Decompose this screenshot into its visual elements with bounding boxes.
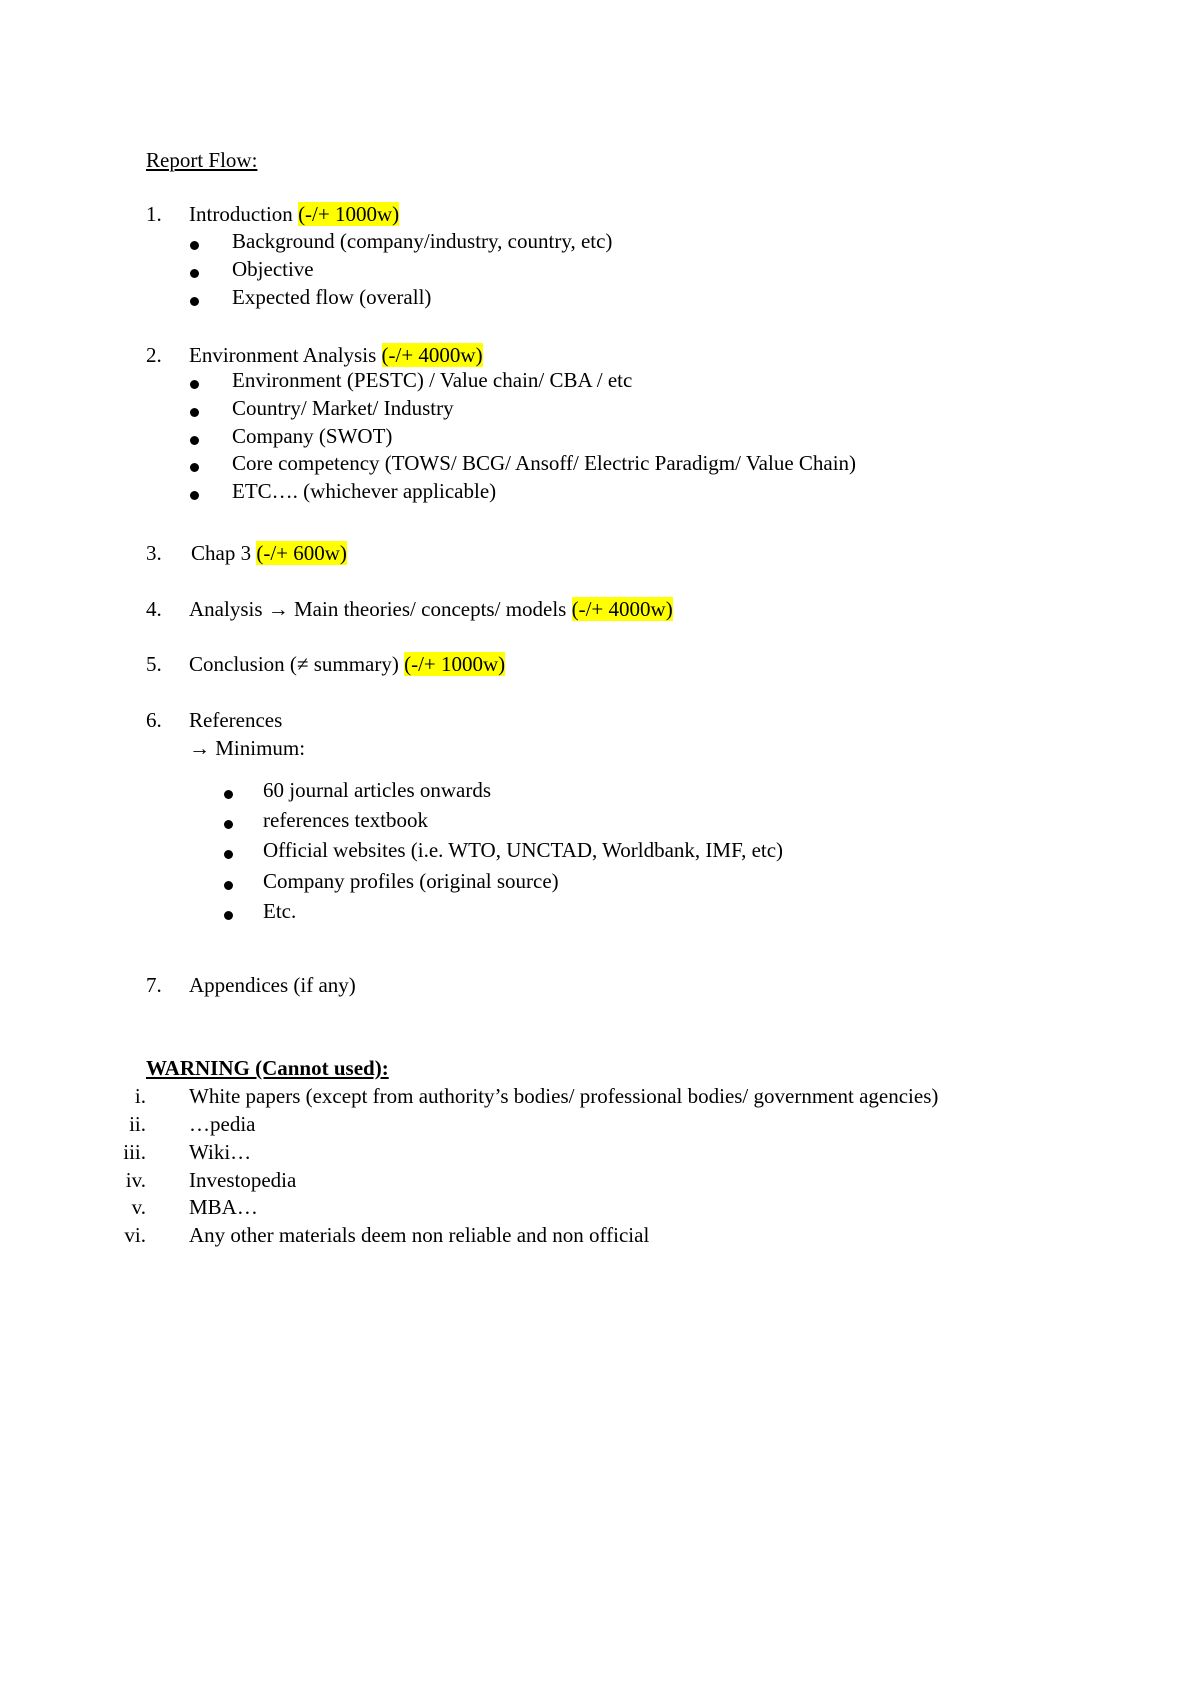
- section-5-number: 5.: [146, 652, 162, 676]
- warning-item-2: …pedia: [189, 1112, 256, 1136]
- section-5-wordcount: (-/+ 1000w): [404, 652, 506, 676]
- warning-item-3-number: iii.: [123, 1140, 146, 1164]
- section-6-bullet-3: Official websites (i.e. WTO, UNCTAD, Worldbank, IMF, etc): [263, 838, 784, 862]
- section-7-number: 7.: [146, 973, 162, 997]
- bullet-dot: [190, 436, 199, 445]
- section-2-bullet-4: Core competency (TOWS/ BCG/ Ansoff/ Electric Paradigm/ Value Chain): [232, 451, 857, 475]
- section-1-bullet-2: Objective: [232, 257, 314, 281]
- section-6-bullet-5: Etc.: [263, 899, 297, 923]
- bullet-dot: [224, 820, 233, 829]
- warning-item-4-number: iv.: [125, 1168, 146, 1192]
- warning-item-6-number: vi.: [124, 1223, 146, 1247]
- section-3-number: 3.: [146, 541, 162, 565]
- section-1-number: 1.: [146, 202, 162, 226]
- bullet-dot: [224, 850, 233, 859]
- warning-item-1-number: i.: [134, 1084, 146, 1108]
- bullet-dot: [224, 790, 233, 799]
- section-2-wordcount: (-/+ 4000w): [381, 343, 483, 367]
- bullet-dot: [190, 491, 199, 500]
- warning-item-2-number: ii.: [129, 1112, 146, 1136]
- warning-item-3: Wiki…: [189, 1140, 252, 1164]
- section-2-number: 2.: [146, 343, 162, 367]
- section-7-heading: Appendices (if any): [189, 973, 356, 997]
- section-1-bullet-3: Expected flow (overall): [232, 285, 432, 309]
- section-6-bullet-1: 60 journal articles onwards: [263, 778, 492, 802]
- bullet-dot: [224, 881, 233, 890]
- section-3-text: Chap 3: [191, 541, 252, 565]
- section-6-subline: → Minimum:: [189, 736, 306, 760]
- section-5-heading: [189, 651, 505, 677]
- section-2-heading: [189, 342, 483, 368]
- section-6-heading: References: [189, 708, 283, 732]
- warning-item-6: Any other materials deem non reliable and non official: [189, 1223, 650, 1247]
- bullet-dot: [190, 380, 199, 389]
- warning-item-1: White papers (except from authority’s bodies/ professional bodies/ government agencies): [189, 1084, 939, 1108]
- bullet-dot: [190, 463, 199, 472]
- section-4-heading: [189, 596, 673, 622]
- section-6-number: 6.: [146, 708, 162, 732]
- section-5-text: Conclusion (≠ summary): [189, 652, 399, 676]
- section-1-wordcount: (-/+ 1000w): [298, 202, 400, 226]
- section-2-bullet-3: Company (SWOT): [232, 424, 393, 448]
- section-2-bullet-1: Environment (PESTC) / Value chain/ CBA / etc: [232, 368, 633, 392]
- bullet-dot: [190, 241, 199, 250]
- section-3-heading: [191, 540, 347, 566]
- bullet-dot: [190, 297, 199, 306]
- warning-item-4: Investopedia: [189, 1168, 297, 1192]
- section-2-bullet-2: Country/ Market/ Industry: [232, 396, 454, 420]
- section-4-text: Analysis → Main theories/ concepts/ models: [189, 597, 567, 621]
- section-3-wordcount: (-/+ 600w): [256, 541, 347, 565]
- section-6-bullet-2: references textbook: [263, 808, 428, 832]
- bullet-dot: [190, 408, 199, 417]
- bullet-dot: [190, 269, 199, 278]
- warning-heading: WARNING (Cannot used):: [146, 1056, 389, 1080]
- section-2-text: Environment Analysis: [189, 343, 377, 367]
- section-4-wordcount: (-/+ 4000w): [571, 597, 673, 621]
- section-4-number: 4.: [146, 597, 162, 621]
- warning-item-5-number: v.: [131, 1195, 146, 1219]
- bullet-dot: [224, 911, 233, 920]
- section-2-bullet-5: ETC…. (whichever applicable): [232, 479, 497, 503]
- section-1-heading: [189, 201, 399, 227]
- section-1-text: Introduction: [189, 202, 293, 226]
- report-flow-title: Report Flow:: [146, 148, 258, 172]
- section-6-bullet-4: Company profiles (original source): [263, 869, 559, 893]
- section-1-bullet-1: Background (company/industry, country, etc): [232, 229, 613, 253]
- warning-item-5: MBA…: [189, 1195, 258, 1219]
